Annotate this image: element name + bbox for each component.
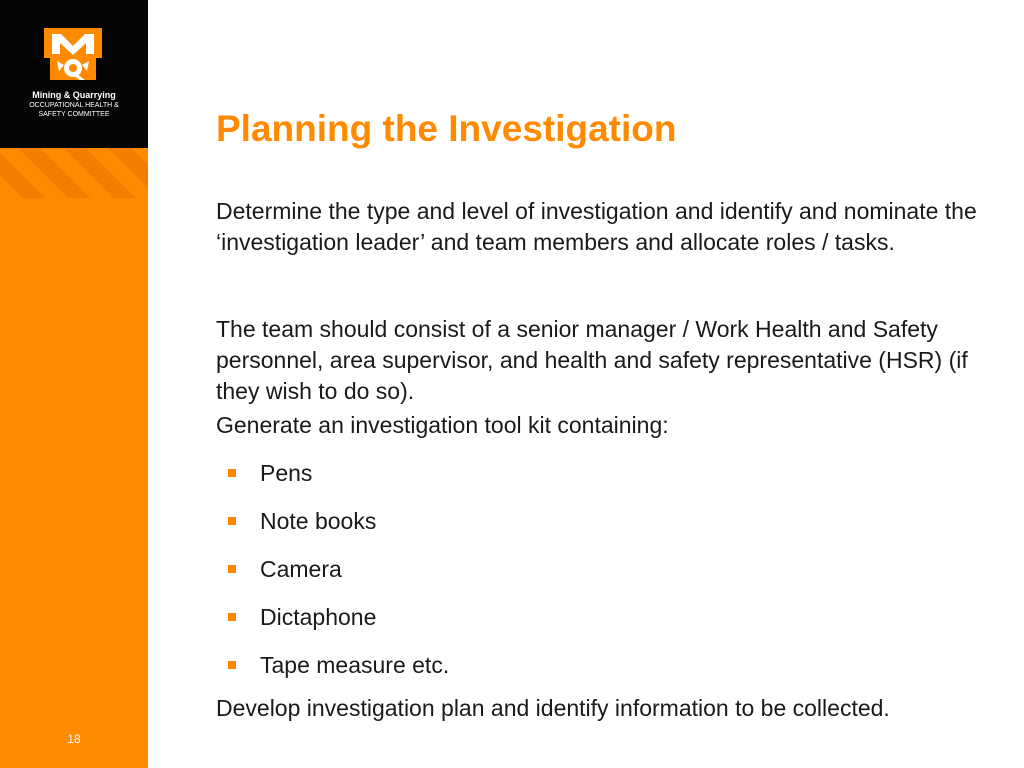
list-item-text: Note books [260,508,377,534]
sidebar [0,0,148,768]
square-bullet-icon [228,469,236,477]
list-item-text: Camera [260,556,342,582]
stripe-band [0,148,148,198]
slide-title: Planning the Investigation [216,108,677,149]
square-bullet-icon [228,613,236,621]
org-line-3: SAFETY COMMITTEE [38,111,110,118]
square-bullet-icon [228,565,236,573]
paragraph-tool-kit: Generate an investigation tool kit containing: [216,412,669,438]
mq-logo-icon [44,28,102,84]
list-item-text: Tape measure etc. [260,652,450,678]
paragraph-team-selection: Determine the type and level of investigation and identify and nominate the ‘investigation leader’ and team members and allocate roles / tasks. [216,198,977,255]
square-bullet-icon [228,661,236,669]
square-bullet-icon [228,517,236,525]
org-name: Mining & Quarrying [32,90,116,100]
list-item-text: Pens [260,460,313,486]
logo-panel [0,0,148,148]
list-item-text: Dictaphone [260,604,377,630]
paragraph-team-composition: The team should consist of a senior manager / Work Health and Safety personnel, area supervisor, and health and safety representative (HSR) (if they wish to do so). [216,316,968,404]
org-line-2: OCCUPATIONAL HEALTH & [29,102,119,109]
page-number: 18 [67,732,81,746]
paragraph-investigation-plan: Develop investigation plan and identify information to be collected. [216,695,890,721]
